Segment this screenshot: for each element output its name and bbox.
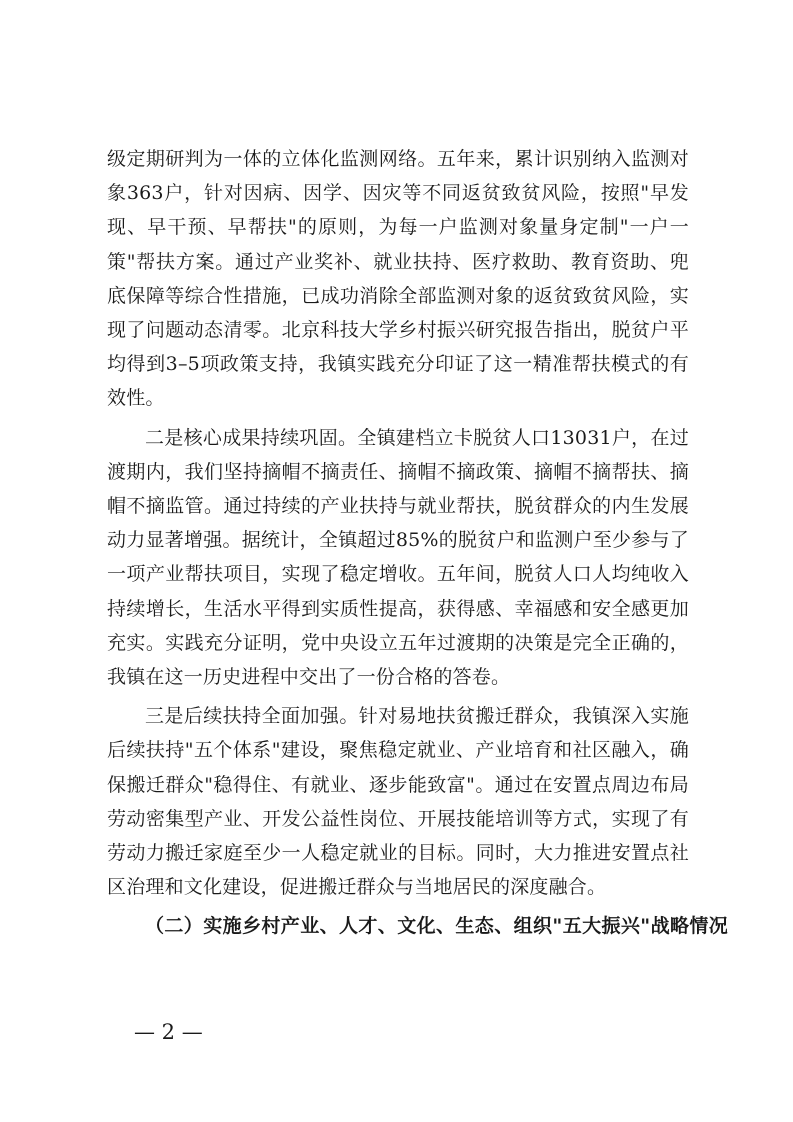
paragraph-core-achievements: 二是核心成果持续巩固。全镇建档立卡脱贫人口13031户，在过渡期内，我们坚持摘帽不摘责任、摘帽不摘政策、摘帽不摘帮扶、摘帽不摘监管。通过持续的产业扶持与就业帮扶，脱贫群众的内生发展动力显著增强。据统计，全镇超过85%的脱贫户和监测户至少参与了一项产业帮扶项目，实现了稳定增收。五年间，脱贫人口人均纯收入持续增长，生活水平得到实质性提高，获得感、幸福感和安全感更加充实。实践充分证明，党中央设立五年过渡期的决策是完全正确的，我镇在这一历史进程中交出了一份合格的答卷。: [107, 426, 689, 689]
document-body: [107, 142, 729, 944]
section-heading: （二）实施乡村产业、人才、文化、生态、组织"五大振兴"战略情况: [145, 915, 729, 938]
page-number: — 2 —: [134, 1020, 203, 1044]
paragraph-monitoring-network: 级定期研判为一体的立体化监测网络。五年来，累计识别纳入监测对象363户，针对因病、因学、因灾等不同返贫致贫风险，按照"早发现、早干预、早帮扶"的原则，为每一户监测对象量身定制"一户一策"帮扶方案。通过产业奖补、就业扶持、医疗救助、教育资助、兜底保障等综合性措施，已成功消除全部监测对象的返贫致贫风险，实现了问题动态清零。北京科技大学乡村振兴研究报告指出，脱贫户平均得到3–5项政策支持，我镇实践充分印证了这一精准帮扶模式的有效性。: [107, 148, 689, 410]
paragraph-follow-up-support: 三是后续扶持全面加强。针对易地扶贫搬迁群众，我镇深入实施后续扶持"五个体系"建设，聚焦稳定就业、产业培育和社区融入，确保搬迁群众"稳得住、有就业、逐步能致富"。通过在安置点周边布局劳动密集型产业、开发公益性岗位、开展技能培训等方式，实现了有劳动力搬迁家庭至少一人稳定就业的目标。同时，大力推进安置点社区治理和文化建设，促进搬迁群众与当地居民的深度融合。: [107, 705, 689, 899]
